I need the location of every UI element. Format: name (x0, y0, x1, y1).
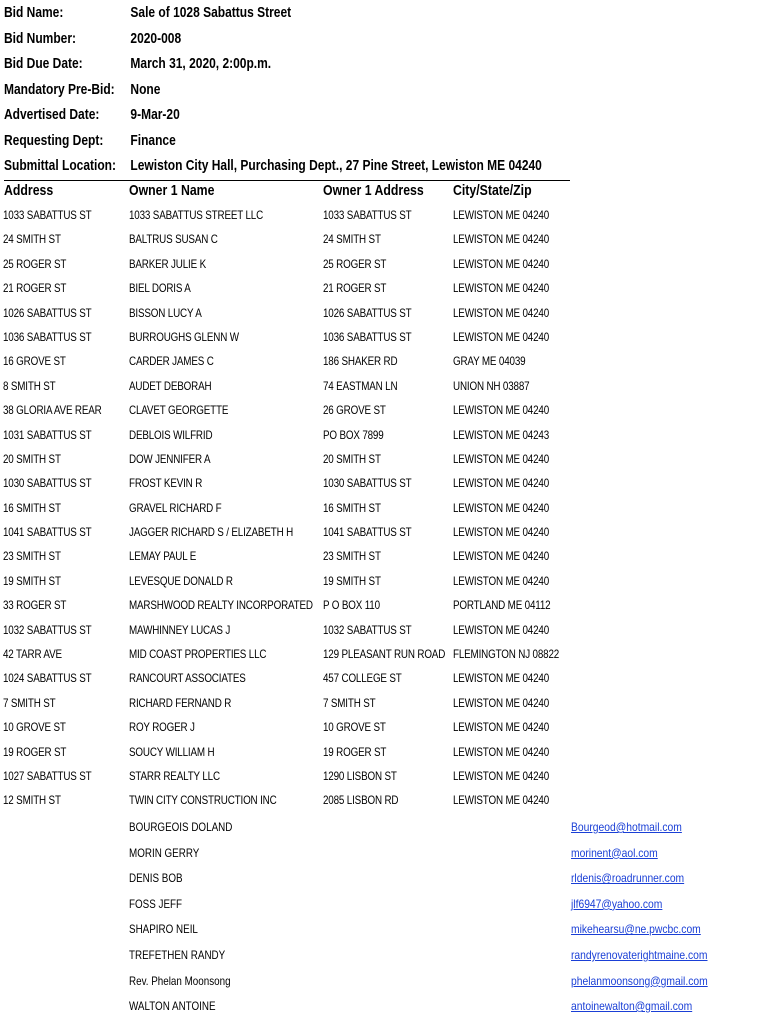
table-row (0, 620, 770, 644)
contact-name: MORIN GERRY (129, 845, 200, 860)
cell-owner-name: MARSHWOOD REALTY INCORPORATED (129, 598, 313, 613)
cell-owner-name: CLAVET GEORGETTE (129, 403, 229, 418)
contact-email-link[interactable]: antoinewalton@gmail.com (571, 999, 693, 1014)
header-row-bid-due-date (4, 55, 452, 79)
cell-owner-name: BURROUGHS GLENN W (129, 329, 239, 344)
list-item (0, 970, 770, 996)
cell-owner-name: JAGGER RICHARD S / ELIZABETH H (129, 525, 294, 540)
cell-owner-name: BIEL DORIS A (129, 281, 191, 296)
table-row (0, 303, 770, 327)
cell-address: 1032 SABATTUS ST (3, 622, 92, 637)
cell-owner-address: 1290 LISBON ST (323, 768, 397, 783)
header-label: Requesting Dept: (4, 131, 104, 149)
cell-city-state-zip: LEWISTON ME 04240 (453, 622, 550, 637)
cell-owner-address: 23 SMITH ST (323, 549, 381, 564)
cell-address: 1026 SABATTUS ST (3, 305, 92, 320)
cell-owner-name: BISSON LUCY A (129, 305, 202, 320)
cell-city-state-zip: LEWISTON ME 04240 (453, 305, 550, 320)
cell-city-state-zip: LEWISTON ME 04240 (453, 281, 550, 296)
contact-email-link[interactable]: randyrenovaterightmaine.com (571, 947, 708, 962)
cell-city-state-zip: UNION NH 03887 (453, 378, 530, 393)
cell-owner-address: P O BOX 110 (323, 598, 380, 613)
contact-name: FOSS JEFF (129, 896, 183, 911)
table-row (0, 327, 770, 351)
list-item (0, 816, 770, 842)
cell-address: 24 SMITH ST (3, 232, 61, 247)
table-row (0, 668, 770, 692)
column-header-owner-address: Owner 1 Address (323, 182, 424, 199)
cell-city-state-zip: LEWISTON ME 04240 (453, 403, 550, 418)
list-item (0, 842, 770, 868)
cell-address: 7 SMITH ST (3, 695, 56, 710)
cell-city-state-zip: LEWISTON ME 04240 (453, 573, 550, 588)
cell-city-state-zip: LEWISTON ME 04240 (453, 671, 550, 686)
cell-city-state-zip: LEWISTON ME 04240 (453, 500, 550, 515)
cell-city-state-zip: FLEMINGTON NJ 08822 (453, 647, 560, 662)
header-label: Bid Number: (4, 29, 76, 47)
cell-owner-address: 1030 SABATTUS ST (323, 476, 412, 491)
cell-address: 38 GLORIA AVE REAR (3, 403, 102, 418)
column-header-owner-name: Owner 1 Name (129, 182, 215, 199)
cell-city-state-zip: LEWISTON ME 04240 (453, 720, 550, 735)
column-header-address: Address (4, 182, 54, 199)
cell-address: 1033 SABATTUS ST (3, 208, 92, 222)
table-row (0, 400, 770, 424)
cell-city-state-zip: LEWISTON ME 04243 (453, 427, 550, 442)
list-item (0, 918, 770, 944)
cell-address: 23 SMITH ST (3, 549, 61, 564)
cell-owner-address: 25 ROGER ST (323, 256, 387, 271)
header-label: Advertised Date: (4, 106, 100, 123)
list-item (0, 944, 770, 970)
contact-list (0, 816, 770, 1021)
header-row-advertised-date (4, 106, 452, 130)
header-value: 2020-008 (130, 29, 182, 47)
header-value: Sale of 1028 Sabattus Street (130, 4, 292, 21)
cell-owner-name: ROY ROGER J (129, 720, 195, 735)
table-row (0, 522, 770, 546)
cell-owner-name: FROST KEVIN R (129, 476, 203, 491)
header-value: 9-Mar-20 (130, 106, 180, 123)
cell-owner-address: 1032 SABATTUS ST (323, 622, 412, 637)
cell-city-state-zip: LEWISTON ME 04240 (453, 695, 550, 710)
cell-owner-name: DOW JENNIFER A (129, 451, 211, 466)
cell-owner-name: DEBLOIS WILFRID (129, 427, 213, 442)
header-label: Submittal Location: (4, 157, 116, 174)
cell-owner-name: BALTRUS SUSAN C (129, 232, 218, 247)
cell-city-state-zip: LEWISTON ME 04240 (453, 525, 550, 540)
cell-city-state-zip: PORTLAND ME 04112 (453, 598, 551, 613)
cell-address: 19 ROGER ST (3, 744, 67, 759)
cell-owner-name: LEMAY PAUL E (129, 549, 197, 564)
header-value: Lewiston City Hall, Purchasing Dept., 27 Pine Street, Lewiston ME 04240 (130, 157, 542, 174)
table-row (0, 766, 770, 790)
table-row (0, 351, 770, 375)
table-row (0, 449, 770, 473)
list-item (0, 867, 770, 893)
cell-owner-name: AUDET DEBORAH (129, 378, 212, 393)
cell-city-state-zip: LEWISTON ME 04240 (453, 451, 550, 466)
table-row (0, 595, 770, 619)
table-row (0, 571, 770, 595)
cell-owner-address: 20 SMITH ST (323, 451, 381, 466)
column-header-city-state-zip: City/State/Zip (453, 182, 532, 199)
header-row-bid-name (4, 4, 452, 28)
header-value: Finance (130, 131, 176, 149)
cell-owner-address: 74 EASTMAN LN (323, 378, 398, 393)
cell-owner-name: TWIN CITY CONSTRUCTION INC (129, 793, 277, 808)
table-row (0, 790, 770, 814)
contact-email-link[interactable]: jlf6947@yahoo.com (571, 896, 663, 911)
cell-address: 21 ROGER ST (3, 281, 67, 296)
header-value: None (130, 80, 161, 98)
cell-owner-address: 24 SMITH ST (323, 232, 381, 247)
table-row (0, 742, 770, 766)
cell-address: 1041 SABATTUS ST (3, 525, 92, 540)
cell-owner-address: PO BOX 7899 (323, 427, 384, 442)
list-item (0, 995, 770, 1021)
header-label: Mandatory Pre-Bid: (4, 80, 115, 98)
cell-address: 19 SMITH ST (3, 573, 61, 588)
table-row (0, 229, 770, 253)
cell-address: 1027 SABATTUS ST (3, 768, 92, 783)
contact-email-link[interactable]: Bourgeod@hotmail.com (571, 820, 682, 834)
cell-owner-name: SOUCY WILLIAM H (129, 744, 215, 759)
cell-owner-name: RANCOURT ASSOCIATES (129, 671, 246, 686)
cell-owner-address: 129 PLEASANT RUN ROAD (323, 647, 446, 662)
table-row (0, 278, 770, 302)
table-row (0, 254, 770, 278)
list-item (0, 893, 770, 919)
contact-name: Rev. Phelan Moonsong (129, 973, 231, 988)
cell-city-state-zip: LEWISTON ME 04240 (453, 793, 550, 808)
cell-owner-address: 186 SHAKER RD (323, 354, 398, 369)
cell-owner-address: 21 ROGER ST (323, 281, 387, 296)
header-label: Bid Due Date: (4, 55, 83, 72)
cell-city-state-zip: LEWISTON ME 04240 (453, 744, 550, 759)
cell-address: 1031 SABATTUS ST (3, 427, 92, 442)
header-row-submittal-location (4, 157, 542, 181)
cell-address: 16 SMITH ST (3, 500, 61, 515)
header-row-bid-number (4, 30, 452, 54)
cell-owner-name: CARDER JAMES C (129, 354, 214, 369)
cell-owner-address: 7 SMITH ST (323, 695, 376, 710)
table-row (0, 473, 770, 497)
cell-address: 16 GROVE ST (3, 354, 66, 369)
contact-email-link[interactable]: rldenis@roadrunner.com (571, 871, 685, 886)
cell-city-state-zip: LEWISTON ME 04240 (453, 329, 550, 344)
header-row-mandatory-pre-bid (4, 81, 452, 105)
cell-owner-name: RICHARD FERNAND R (129, 695, 232, 710)
cell-owner-name: MAWHINNEY LUCAS J (129, 622, 231, 637)
table-row (0, 425, 770, 449)
cell-owner-address: 10 GROVE ST (323, 720, 386, 735)
cell-owner-address: 1026 SABATTUS ST (323, 305, 412, 320)
cell-city-state-zip: LEWISTON ME 04240 (453, 768, 550, 783)
contact-name: BOURGEOIS DOLAND (129, 820, 233, 834)
owner-table (0, 205, 770, 815)
header-label: Bid Name: (4, 4, 64, 21)
cell-address: 42 TARR AVE (3, 647, 62, 662)
cell-address: 20 SMITH ST (3, 451, 61, 466)
cell-address: 10 GROVE ST (3, 720, 66, 735)
contact-name: DENIS BOB (129, 871, 183, 886)
cell-city-state-zip: GRAY ME 04039 (453, 354, 526, 369)
contact-name: TREFETHEN RANDY (129, 947, 226, 962)
cell-owner-address: 1041 SABATTUS ST (323, 525, 412, 540)
cell-owner-address: 19 SMITH ST (323, 573, 381, 588)
cell-owner-address: 2085 LISBON RD (323, 793, 399, 808)
table-row (0, 205, 770, 229)
cell-owner-name: MID COAST PROPERTIES LLC (129, 647, 267, 662)
cell-owner-address: 16 SMITH ST (323, 500, 381, 515)
cell-city-state-zip: LEWISTON ME 04240 (453, 476, 550, 491)
cell-owner-address: 457 COLLEGE ST (323, 671, 402, 686)
table-row (0, 376, 770, 400)
cell-city-state-zip: LEWISTON ME 04240 (453, 256, 550, 271)
cell-owner-address: 26 GROVE ST (323, 403, 386, 418)
cell-owner-name: STARR REALTY LLC (129, 768, 220, 783)
cell-owner-name: GRAVEL RICHARD F (129, 500, 222, 515)
cell-address: 12 SMITH ST (3, 793, 61, 808)
header-value: March 31, 2020, 2:00p.m. (130, 55, 272, 72)
cell-owner-address: 1033 SABATTUS ST (323, 208, 412, 222)
header-divider (4, 180, 570, 181)
table-row (0, 546, 770, 570)
cell-owner-name: 1033 SABATTUS STREET LLC (129, 208, 264, 222)
table-row (0, 498, 770, 522)
cell-address: 8 SMITH ST (3, 378, 56, 393)
cell-owner-address: 19 ROGER ST (323, 744, 387, 759)
cell-address: 25 ROGER ST (3, 256, 67, 271)
header-row-requesting-dept (4, 132, 452, 156)
contact-name: WALTON ANTOINE (129, 999, 216, 1014)
table-row (0, 693, 770, 717)
cell-address: 1030 SABATTUS ST (3, 476, 92, 491)
table-row (0, 717, 770, 741)
cell-city-state-zip: LEWISTON ME 04240 (453, 208, 550, 222)
cell-owner-name: BARKER JULIE K (129, 256, 207, 271)
cell-city-state-zip: LEWISTON ME 04240 (453, 232, 550, 247)
contact-name: SHAPIRO NEIL (129, 922, 198, 937)
table-row (0, 644, 770, 668)
contact-email-link[interactable]: mikehearsu@ne.pwcbc.com (571, 922, 701, 937)
cell-address: 33 ROGER ST (3, 598, 67, 613)
cell-owner-name: LEVESQUE DONALD R (129, 573, 233, 588)
cell-city-state-zip: LEWISTON ME 04240 (453, 549, 550, 564)
cell-address: 1036 SABATTUS ST (3, 329, 92, 344)
contact-email-link[interactable]: morinent@aol.com (571, 845, 658, 860)
cell-owner-address: 1036 SABATTUS ST (323, 329, 412, 344)
contact-email-link[interactable]: phelanmoonsong@gmail.com (571, 973, 708, 988)
cell-address: 1024 SABATTUS ST (3, 671, 92, 686)
